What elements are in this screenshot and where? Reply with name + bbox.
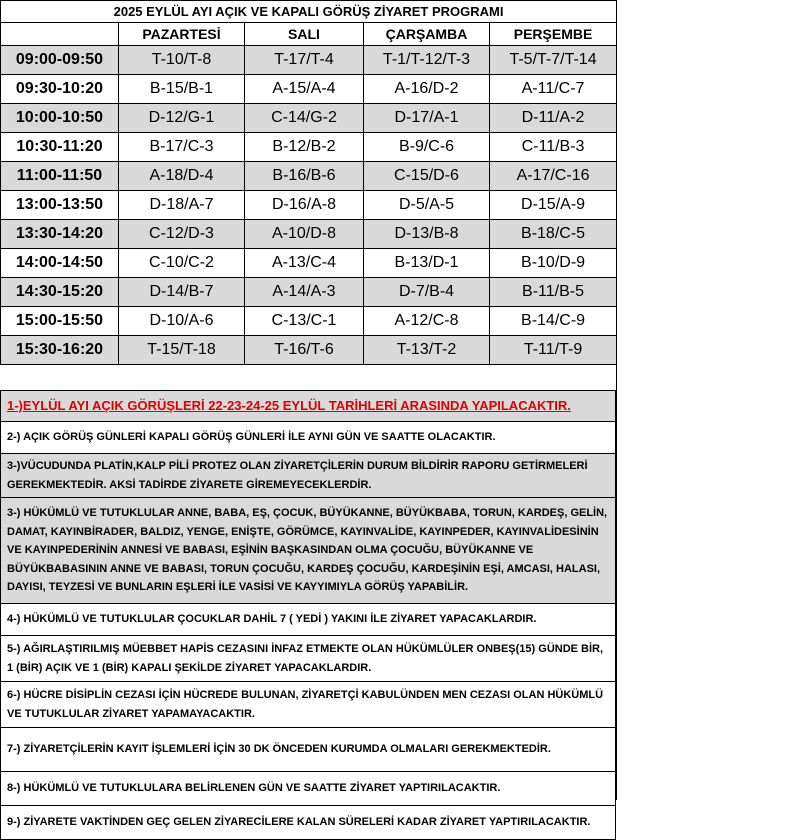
ward-cell: A-12/C-8 — [364, 307, 490, 336]
ward-cell: D-18/A-7 — [119, 191, 245, 220]
ward-cell: B-18/C-5 — [490, 220, 617, 249]
ward-cell: T-11/T-9 — [490, 336, 617, 365]
day-header: SALI — [245, 23, 364, 46]
table-row — [1, 133, 617, 162]
ward-cell: D-5/A-5 — [364, 191, 490, 220]
table-row — [1, 162, 617, 191]
ward-cell: D-10/A-6 — [119, 307, 245, 336]
ward-cell: A-11/C-7 — [490, 75, 617, 104]
rule-item: 3-)VÜCUDUNDA PLATİN,KALP PİLİ PROTEZ OLAN ZİYARETÇİLERİN DURUM BİLDİRİR RAPORU GETİRMELERİ GEREKMEKTEDİR. AKSİ TADİRDE ZİYARETE GİREMEYECEKLERDİR. — [0, 454, 616, 498]
day-header-row — [1, 23, 617, 46]
ward-cell: T-15/T-18 — [119, 336, 245, 365]
time-slot: 14:30-15:20 — [1, 278, 119, 307]
rule-item: 9-) ZİYARETE VAKTİNDEN GEÇ GELEN ZİYARECİLERE KALAN SÜRELERİ KADAR ZİYARET YAPTIRILACAKTIR. — [0, 806, 616, 840]
table-row — [1, 336, 617, 365]
time-slot: 09:00-09:50 — [1, 46, 119, 75]
time-slot: 10:30-11:20 — [1, 133, 119, 162]
table-row — [1, 249, 617, 278]
ward-cell: B-15/B-1 — [119, 75, 245, 104]
ward-cell: T-13/T-2 — [364, 336, 490, 365]
time-slot: 14:00-14:50 — [1, 249, 119, 278]
rule-item: 1-)EYLÜL AYI AÇIK GÖRÜŞLERİ 22-23-24-25 EYLÜL TARİHLERİ ARASINDA YAPILACAKTIR. — [0, 390, 616, 422]
schedule-table — [0, 0, 617, 365]
rule-item: 2-) AÇIK GÖRÜŞ GÜNLERİ KAPALI GÖRÜŞ GÜNLERİ İLE AYNI GÜN VE SAATTE OLACAKTIR. — [0, 422, 616, 454]
day-header: PAZARTESİ — [119, 23, 245, 46]
time-slot: 15:00-15:50 — [1, 307, 119, 336]
ward-cell: D-11/A-2 — [490, 104, 617, 133]
ward-cell: C-14/G-2 — [245, 104, 364, 133]
ward-cell: A-13/C-4 — [245, 249, 364, 278]
rule-item: 7-) ZİYARETÇİLERİN KAYIT İŞLEMLERİ İÇİN 30 DK ÖNCEDEN KURUMDA OLMALARI GEREKMEKTEDİR. — [0, 728, 616, 772]
ward-cell: C-12/D-3 — [119, 220, 245, 249]
ward-cell: B-13/D-1 — [364, 249, 490, 278]
table-row — [1, 307, 617, 336]
ward-cell: C-11/B-3 — [490, 133, 617, 162]
day-header: PERŞEMBE — [490, 23, 617, 46]
ward-cell: B-12/B-2 — [245, 133, 364, 162]
ward-cell: A-18/D-4 — [119, 162, 245, 191]
ward-cell: D-16/A-8 — [245, 191, 364, 220]
ward-cell: T-10/T-8 — [119, 46, 245, 75]
table-row — [1, 75, 617, 104]
table-row — [1, 278, 617, 307]
corner-cell — [1, 23, 119, 46]
ward-cell: D-7/B-4 — [364, 278, 490, 307]
table-row — [1, 191, 617, 220]
ward-cell: C-15/D-6 — [364, 162, 490, 191]
ward-cell: T-17/T-4 — [245, 46, 364, 75]
time-slot: 13:30-14:20 — [1, 220, 119, 249]
rule-item: 3-) HÜKÜMLÜ VE TUTUKLULAR ANNE, BABA, EŞ, ÇOCUK, BÜYÜKANNE, BÜYÜKBABA, TORUN, KARDEŞ, GELİN, DAMAT, KAYINBİRADER, BALDIZ, YENGE, ENİŞTE, GÖRÜMCE, KAYINVALİDE, KAYINPEDER, KAYINVALİDESİNİN VE KAYINPEDERİNİN ANNESİ VE BABASI, EŞİNİN BAŞKASINDAN OLMA ÇOCUĞU, BÜYÜKANNE VE BÜYÜKBABASININ ANNE VE BABASI, TORUN ÇOCUĞU, KARDEŞ ÇOCUĞU, KARDEŞİNİN EŞİ, AMCASI, HALASI, DAYISI, TEYZESİ VE BUNLARIN EŞLERİ İLE VASİSİ VE KAYYIMIYLA GÖRÜŞ YAPABİLİR. — [0, 498, 616, 604]
time-slot: 13:00-13:50 — [1, 191, 119, 220]
ward-cell: B-16/B-6 — [245, 162, 364, 191]
ward-cell: A-17/C-16 — [490, 162, 617, 191]
ward-cell: A-10/D-8 — [245, 220, 364, 249]
ward-cell: B-14/C-9 — [490, 307, 617, 336]
time-slot: 09:30-10:20 — [1, 75, 119, 104]
ward-cell: D-13/B-8 — [364, 220, 490, 249]
ward-cell: A-16/D-2 — [364, 75, 490, 104]
ward-cell: D-12/G-1 — [119, 104, 245, 133]
ward-cell: B-11/B-5 — [490, 278, 617, 307]
ward-cell: A-15/A-4 — [245, 75, 364, 104]
day-header: ÇARŞAMBA — [364, 23, 490, 46]
ward-cell: T-1/T-12/T-3 — [364, 46, 490, 75]
ward-cell: T-16/T-6 — [245, 336, 364, 365]
rule-item: 5-) AĞIRLAŞTIRILMIŞ MÜEBBET HAPİS CEZASINI İNFAZ ETMEKTE OLAN HÜKÜMLÜLER ONBEŞ(15) GÜNDE BİR, 1 (BİR) AÇIK VE 1 (BİR) KAPALI ŞEKİLDE ZİYARET YAPACAKLARDIR. — [0, 636, 616, 682]
ward-cell: B-10/D-9 — [490, 249, 617, 278]
rule-item: 8-) HÜKÜMLÜ VE TUTUKLULARA BELİRLENEN GÜN VE SAATTE ZİYARET YAPTIRILACAKTIR. — [0, 772, 616, 806]
table-row — [1, 104, 617, 133]
page-title: 2025 EYLÜL AYI AÇIK VE KAPALI GÖRÜŞ ZİYARET PROGRAMI — [1, 1, 617, 23]
page-border — [616, 0, 617, 800]
ward-cell: C-10/C-2 — [119, 249, 245, 278]
ward-cell: D-15/A-9 — [490, 191, 617, 220]
time-slot: 15:30-16:20 — [1, 336, 119, 365]
ward-cell: T-5/T-7/T-14 — [490, 46, 617, 75]
time-slot: 11:00-11:50 — [1, 162, 119, 191]
ward-cell: B-17/C-3 — [119, 133, 245, 162]
ward-cell: D-17/A-1 — [364, 104, 490, 133]
ward-cell: C-13/C-1 — [245, 307, 364, 336]
ward-cell: B-9/C-6 — [364, 133, 490, 162]
rule-item: 6-) HÜCRE DİSİPLİN CEZASI İÇİN HÜCREDE BULUNAN, ZİYARETÇİ KABULÜNDEN MEN CEZASI OLAN HÜKÜMLÜ VE TUTUKLULAR ZİYARET YAPAMAYACAKTIR. — [0, 682, 616, 728]
table-row — [1, 46, 617, 75]
time-slot: 10:00-10:50 — [1, 104, 119, 133]
rules-list — [0, 390, 616, 840]
ward-cell: A-14/A-3 — [245, 278, 364, 307]
ward-cell: D-14/B-7 — [119, 278, 245, 307]
table-row — [1, 220, 617, 249]
rule-item: 4-) HÜKÜMLÜ VE TUTUKLULAR ÇOCUKLAR DAHİL 7 ( YEDİ ) YAKINI İLE ZİYARET YAPACAKLARDIR. — [0, 604, 616, 636]
